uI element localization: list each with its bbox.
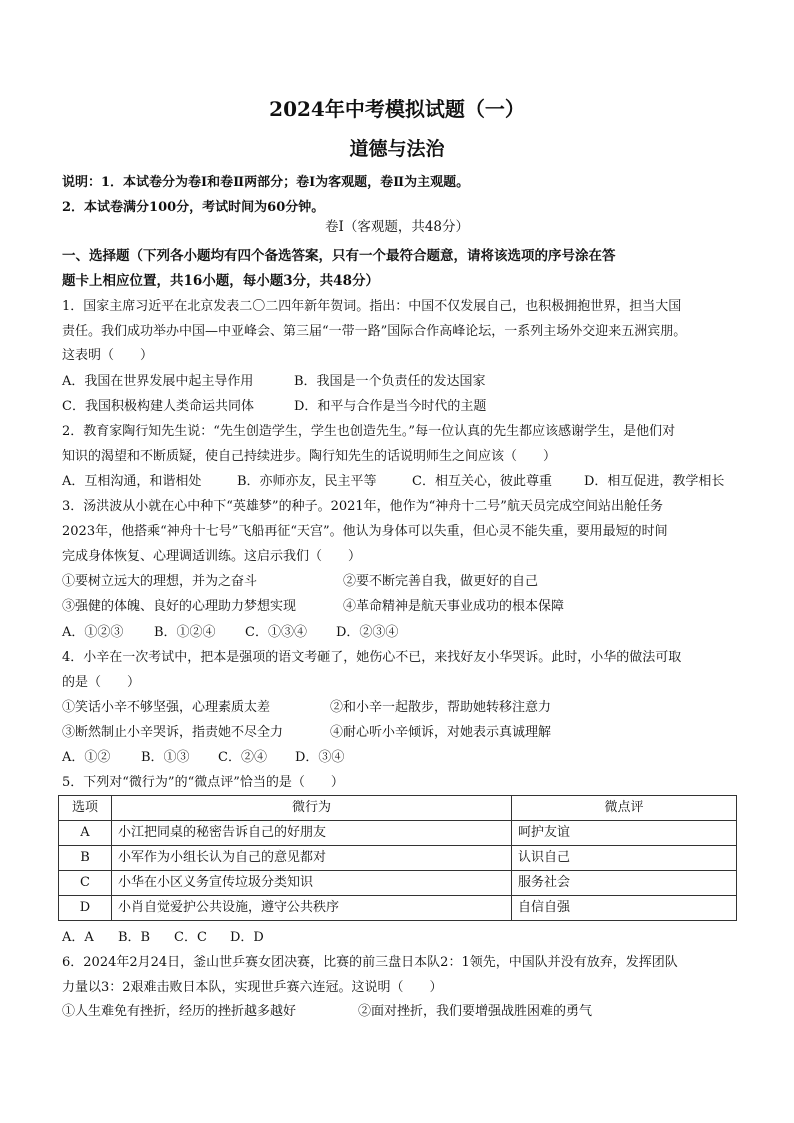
q1-option-b: B．我国是一个负责任的发达国家 (294, 374, 486, 389)
q2-option-c: C．相互关心，彼此尊重 (412, 474, 552, 489)
note-line-1: 说明：1．本试卷分为卷Ⅰ和卷Ⅱ两部分；卷Ⅰ为客观题，卷Ⅱ为主观题。 (62, 175, 470, 190)
q4-option-a: A．①② (62, 750, 111, 765)
q2-option-d: D．相互促进，教学相长 (584, 474, 725, 489)
table-cell: 小军作为小组长认为自己的意见都对 (112, 846, 512, 871)
q4-statement-2: ②和小辛一起散步，帮助她转移注意力 (330, 700, 552, 715)
q3-statement-2: ②要不断完善自我，做更好的自己 (343, 574, 539, 589)
table-cell: 服务社会 (512, 871, 737, 896)
table-cell: B (59, 846, 112, 871)
q5-option-a: A．A (62, 930, 94, 945)
q6-line-2: 力量以3：2艰难击败日本队，实现世乒赛六连冠。这说明（ ） (62, 980, 443, 995)
q5-option-d: D．D (230, 930, 264, 945)
table-row (59, 871, 737, 896)
q3-line-3: 完成身体恢复、心理调适训练。这启示我们（ ） (62, 549, 362, 564)
q4-option-b: B．①③ (141, 750, 190, 765)
section-instruction-2: 题卡上相应位置，共16小题，每小题3分，共48分） (62, 273, 379, 289)
q2-line-2: 知识的渴望和不断质疑，使自己持续进步。陶行知先生的话说明师生之间应该（ ） (62, 449, 557, 464)
table-header-cell: 微点评 (512, 796, 737, 821)
q5-option-c: C．C (174, 930, 207, 945)
q3-option-b: B．①②④ (154, 625, 216, 640)
q1-option-d: D．和平与合作是当今时代的主题 (294, 399, 487, 414)
exam-title: 2024年中考模拟试题（一） (269, 97, 525, 121)
q4-option-d: D．③④ (295, 750, 345, 765)
q3-statement-1: ①要树立远大的理想，并为之奋斗 (62, 574, 258, 589)
q1-line-2: 责任。我们成功举办中国—中亚峰会、第三届“一带一路”国际合作高峰论坛，一系列主场外交迎来五洲宾朋。 (62, 324, 687, 339)
table-header-cell: 微行为 (112, 796, 512, 821)
q3-option-a: A．①②③ (62, 625, 124, 640)
q3-statement-3: ③强健的体魄、良好的心理助力梦想实现 (62, 599, 297, 614)
table-row (59, 821, 737, 846)
section-title: 卷Ⅰ（客观题，共48分） (324, 219, 469, 235)
q6-line-1: 6．2024年2月24日，釜山世乒赛女团决赛，比赛的前三盘日本队2：1领先，中国队并没有放弃，发挥团队 (62, 955, 678, 970)
table-cell: 自信自强 (512, 896, 737, 921)
q3-statement-4: ④革命精神是航天事业成功的根本保障 (343, 599, 565, 614)
table-cell: D (59, 896, 112, 921)
q4-statement-4: ④耐心听小辛倾诉，对她表示真诚理解 (330, 725, 552, 740)
q4-option-c: C．②④ (218, 750, 267, 765)
table-cell: 小华在小区义务宣传垃圾分类知识 (112, 871, 512, 896)
table-cell: 小江把同桌的秘密告诉自己的好朋友 (112, 821, 512, 846)
q3-option-c: C．①③④ (245, 625, 307, 640)
q1-option-a: A．我国在世界发展中起主导作用 (62, 374, 254, 389)
q1-option-c: C．我国积极构建人类命运共同体 (62, 399, 254, 414)
q4-line-1: 4．小辛在一次考试中，把本是强项的语文考砸了，她伤心不已，来找好友小华哭诉。此时，小华的做法可取 (62, 650, 682, 665)
q3-option-d: D．②③④ (336, 625, 399, 640)
subject-title: 道德与法治 (349, 138, 445, 160)
q2-line-1: 2．教育家陶行知先生说：“先生创造学生，学生也创造先生。”每一位认真的先生都应该感谢学生，是他们对 (62, 424, 676, 439)
q5-stem: 5．下列对“微行为”的“微点评”恰当的是（ ） (62, 775, 344, 790)
table-header-cell: 选项 (59, 796, 112, 821)
q4-line-2: 的是（ ） (62, 675, 141, 690)
q4-statement-1: ①笑话小辛不够坚强，心理素质太差 (62, 700, 271, 715)
table-cell: C (59, 871, 112, 896)
q2-option-b: B．亦师亦友，民主平等 (237, 474, 377, 489)
q6-statement-1: ①人生难免有挫折，经历的挫折越多越好 (62, 1004, 297, 1019)
q5-option-b: B．B (118, 930, 151, 945)
table-cell: 认识自己 (512, 846, 737, 871)
q5-table (58, 795, 737, 921)
q6-statement-2: ②面对挫折，我们要增强战胜困难的勇气 (358, 1004, 593, 1019)
table-cell: A (59, 821, 112, 846)
q4-statement-3: ③断然制止小辛哭诉，指责她不尽全力 (62, 725, 284, 740)
table-header-row (59, 796, 737, 821)
note-line-2: 2．本试卷满分100分，考试时间为60分钟。 (62, 200, 325, 215)
table-row (59, 846, 737, 871)
q1-line-1: 1．国家主席习近平在北京发表二〇二四年新年贺词。指出：中国不仅发展自己，也积极拥抱世界，担当大国 (62, 299, 682, 314)
table-cell: 小肖自觉爱护公共设施，遵守公共秩序 (112, 896, 512, 921)
section-instruction-1: 一、选择题（下列各小题均有四个备选答案，只有一个最符合题意，请将该选项的序号涂在答 (62, 248, 616, 264)
table-cell: 呵护友谊 (512, 821, 737, 846)
table-row (59, 896, 737, 921)
q3-line-2: 2023年，他搭乘“神舟十七号”飞船再征“天宫”。他认为身体可以失重，但心灵不能失重，要用最短的时间 (62, 524, 668, 539)
q1-line-3: 这表明（ ） (62, 348, 154, 363)
q3-line-1: 3．汤洪波从小就在心中种下“英雄梦”的种子。2021年，他作为“神舟十二号”航天员完成空间站出舱任务 (62, 499, 663, 514)
q2-option-a: A．互相沟通，和谐相处 (62, 474, 202, 489)
